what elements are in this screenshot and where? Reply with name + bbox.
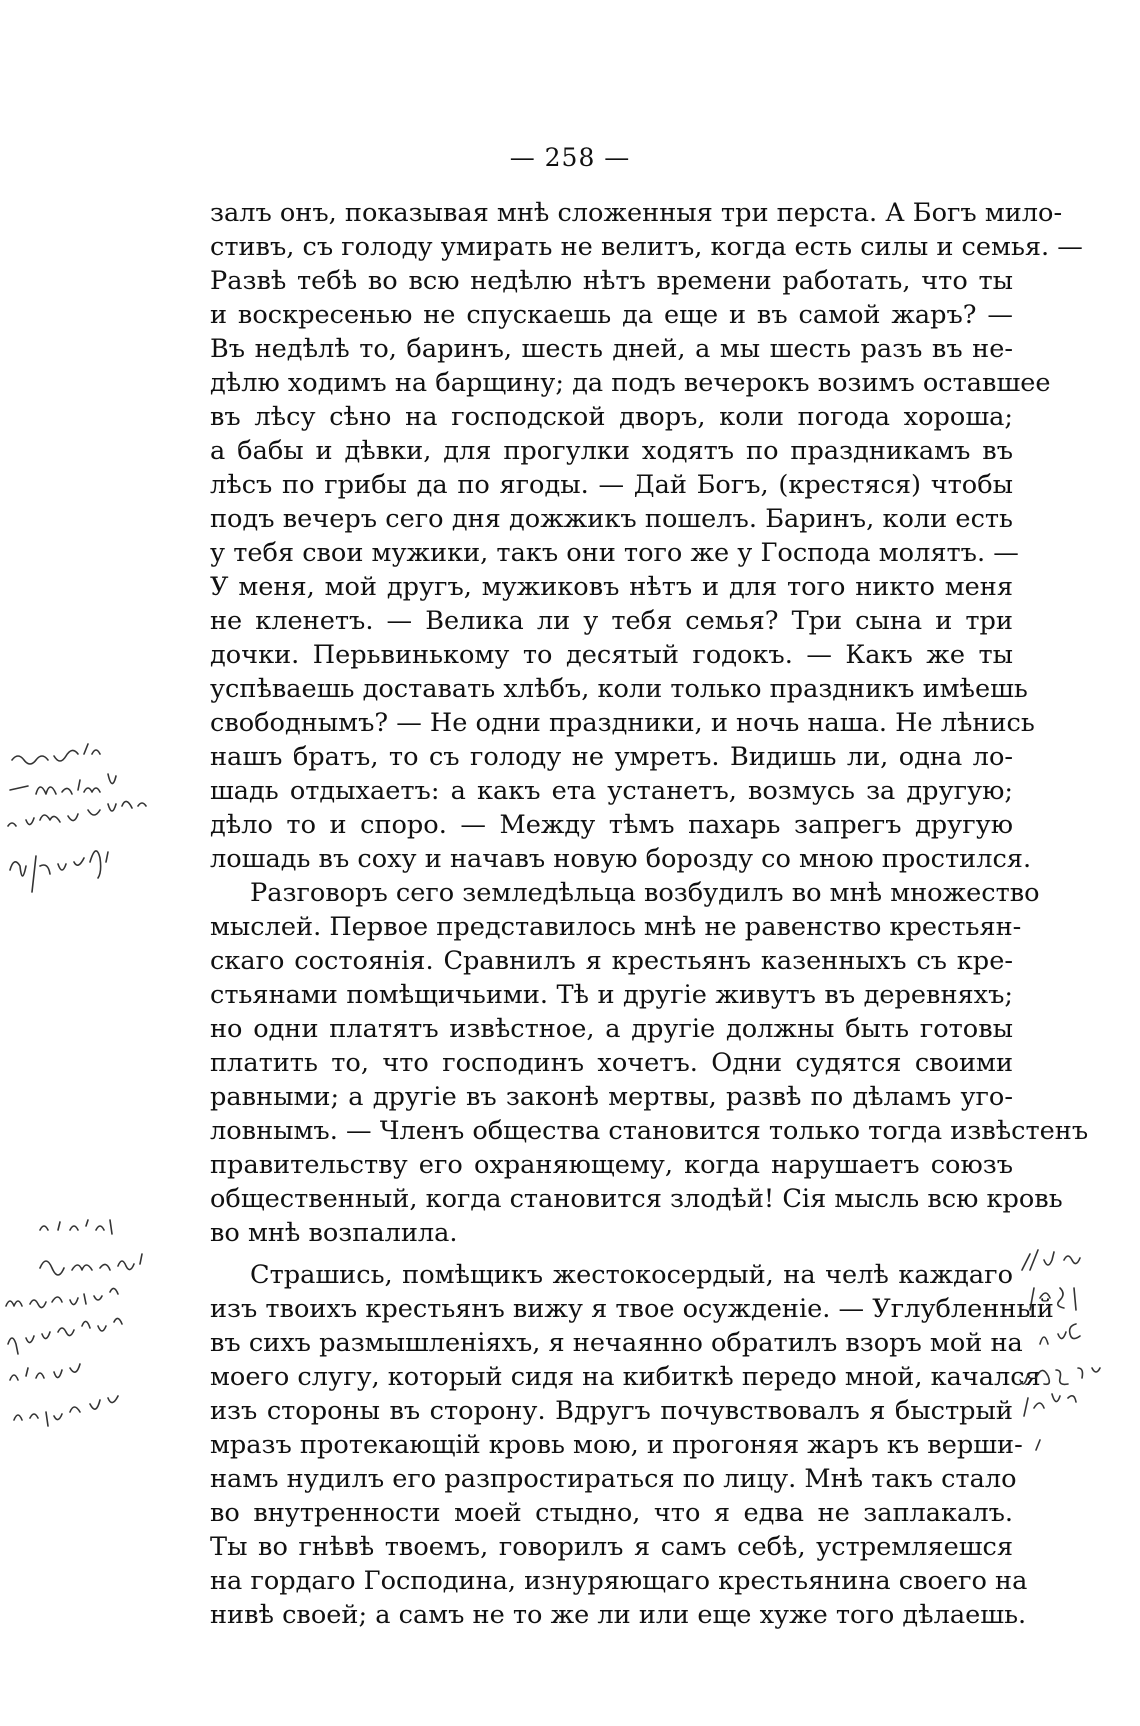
- handwriting-stroke: [10, 851, 108, 892]
- text-line: ловнымъ. — Членъ общества становится только тогда извѣстенъ: [210, 1116, 1089, 1146]
- handwriting-stroke: [40, 1220, 112, 1234]
- text-line: мыслей. Первое представилось мнѣ не равенство крестьян-: [210, 912, 1022, 942]
- text-line: Страшись, помѣщикъ жестокосердый, на челѣ каждаго: [250, 1260, 1013, 1290]
- text-line: подъ вечеръ сего дня дожжикъ пошелъ. Баринъ, коли есть: [210, 504, 1013, 534]
- text-line: свободнымъ? — Не одни праздники, и ночь наша. Не лѣнись: [210, 708, 1035, 738]
- text-line: дѣлю ходимъ на барщину; да подъ вечерокъ возимъ оставшее: [210, 368, 1051, 398]
- text-line: Развѣ тебѣ во всю недѣлю нѣтъ времени работать, что ты: [210, 266, 1013, 296]
- text-line: дѣло то и споро. — Между тѣмъ пахарь запрегъ другую: [210, 810, 1013, 840]
- text-line: во внутренности моей стыдно, что я едва не заплакалъ.: [210, 1498, 1013, 1528]
- text-line: правительству его охраняющему, когда нарушаетъ союзъ: [210, 1150, 1013, 1180]
- paragraph-gap: [210, 1250, 1013, 1258]
- text-line: нивѣ своей; а самъ не то же ли или еще хуже того дѣлаешь.: [210, 1600, 1027, 1630]
- handwriting-stroke: [10, 1364, 80, 1380]
- text-line: дочки. Перьвинькому то десятый годокъ. — Какъ же ты: [210, 640, 1013, 670]
- text-line: у тебя свои мужики, такъ они того же у Господа молятъ. —: [210, 538, 1019, 568]
- text-line: на гордаго Господина, изнуряющаго крестьянина своего на: [210, 1566, 1028, 1596]
- text-line: лѣсъ по грибы да по ягоды. — Дай Богъ, (крестяся) чтобы: [210, 470, 1013, 500]
- text-line: въ лѣсу сѣно на господской дворъ, коли погода хороша;: [210, 402, 1013, 432]
- text-line: стивъ, съ голоду умирать не велитъ, когда есть силы и семья. —: [210, 232, 1083, 262]
- handwriting-stroke: [8, 801, 146, 826]
- paragraph-3: [210, 1258, 1054, 1632]
- text-line: Разговоръ сего земледѣльца возбудилъ во мнѣ множество: [250, 878, 1040, 908]
- text-line: платить то, что господинъ хочетъ. Одни судятся своими: [210, 1048, 1013, 1078]
- text-line: изъ твоихъ крестьянъ вижу я твое осужденіе. — Углубленный: [210, 1294, 1054, 1324]
- handwriting-stroke: [12, 744, 100, 764]
- handwriting-stroke: [10, 774, 116, 794]
- text-line: общественный, когда становится злодѣй! Сія мысль всю кровь: [210, 1184, 1063, 1214]
- text-line: въ сихъ размышленіяхъ, я нечаянно обратилъ взоръ мой на: [210, 1328, 1023, 1358]
- handwriting-stroke: [1022, 1250, 1080, 1270]
- handwriting-stroke: [40, 1254, 142, 1275]
- text-line: мразъ протекающій кровь мою, и прогоняя жаръ къ верши-: [210, 1430, 1023, 1460]
- text-line: успѣваешь доставать хлѣбъ, коли только праздникъ имѣешь: [210, 674, 1028, 704]
- text-line: У меня, мой другъ, мужиковъ нѣтъ и для того никто меня: [210, 572, 1013, 602]
- handwriting-stroke: [14, 1396, 118, 1426]
- text-line: изъ стороны въ сторону. Вдругъ почувствовалъ я быстрый: [210, 1396, 1013, 1426]
- text-line: лошадь въ соху и начавъ новую борозду со мною простился.: [210, 844, 1032, 874]
- text-line: залъ онъ, показывая мнѣ сложенныя три перста. А Богъ мило-: [210, 198, 1063, 228]
- text-line: шадь отдыхаетъ: а какъ ета устанетъ, возмусь за другую;: [210, 776, 1013, 806]
- handwriting-stroke: [1036, 1440, 1040, 1450]
- text-column: [210, 196, 1089, 1632]
- handwriting-stroke: [1040, 1324, 1080, 1344]
- handwriting-stroke: [1024, 1394, 1076, 1416]
- text-line: нашъ братъ, то съ голоду не умретъ. Видишь ли, одна ло-: [210, 742, 1013, 772]
- text-line: Ты во гнѣвѣ твоемъ, говорилъ я самъ себѣ, устремляешся: [210, 1532, 1013, 1562]
- text-line: а бабы и дѣвки, для прогулки ходятъ по праздникамъ въ: [210, 436, 1013, 466]
- text-line: моего слугу, который сидя на кибиткѣ передо мной, качался: [210, 1362, 1041, 1392]
- text-line: Въ недѣлѣ то, баринъ, шесть дней, а мы шесть разъ въ не-: [210, 334, 1013, 364]
- text-line: стьянами помѣщичьими. Тѣ и другіе живутъ въ деревняхъ;: [210, 980, 1013, 1010]
- handwriting-stroke: [8, 1318, 122, 1354]
- text-line: но одни платятъ извѣстное, а другіе должны быть готовы: [210, 1014, 1013, 1044]
- text-line: намъ нудилъ его разпростираться по лицу. Мнѣ такъ стало: [210, 1464, 1017, 1494]
- text-line: равными; а другіе въ законѣ мертвы, развѣ по дѣламъ уго-: [210, 1082, 1013, 1112]
- paragraph-2: [210, 876, 1089, 1250]
- text-line: во мнѣ возпалила.: [210, 1218, 458, 1248]
- paragraph-1: [210, 196, 1083, 876]
- text-line: скаго состоянія. Сравнилъ я крестьянъ казенныхъ съ кре-: [210, 946, 1013, 976]
- text-line: не кленетъ. — Велика ли у тебя семья? Три сына и три: [210, 606, 1013, 636]
- text-line: и воскресенью не спускаешь да еще и въ самой жаръ? —: [210, 300, 1013, 330]
- handwriting-stroke: [6, 1288, 118, 1307]
- page-number: — 258 —: [509, 143, 631, 172]
